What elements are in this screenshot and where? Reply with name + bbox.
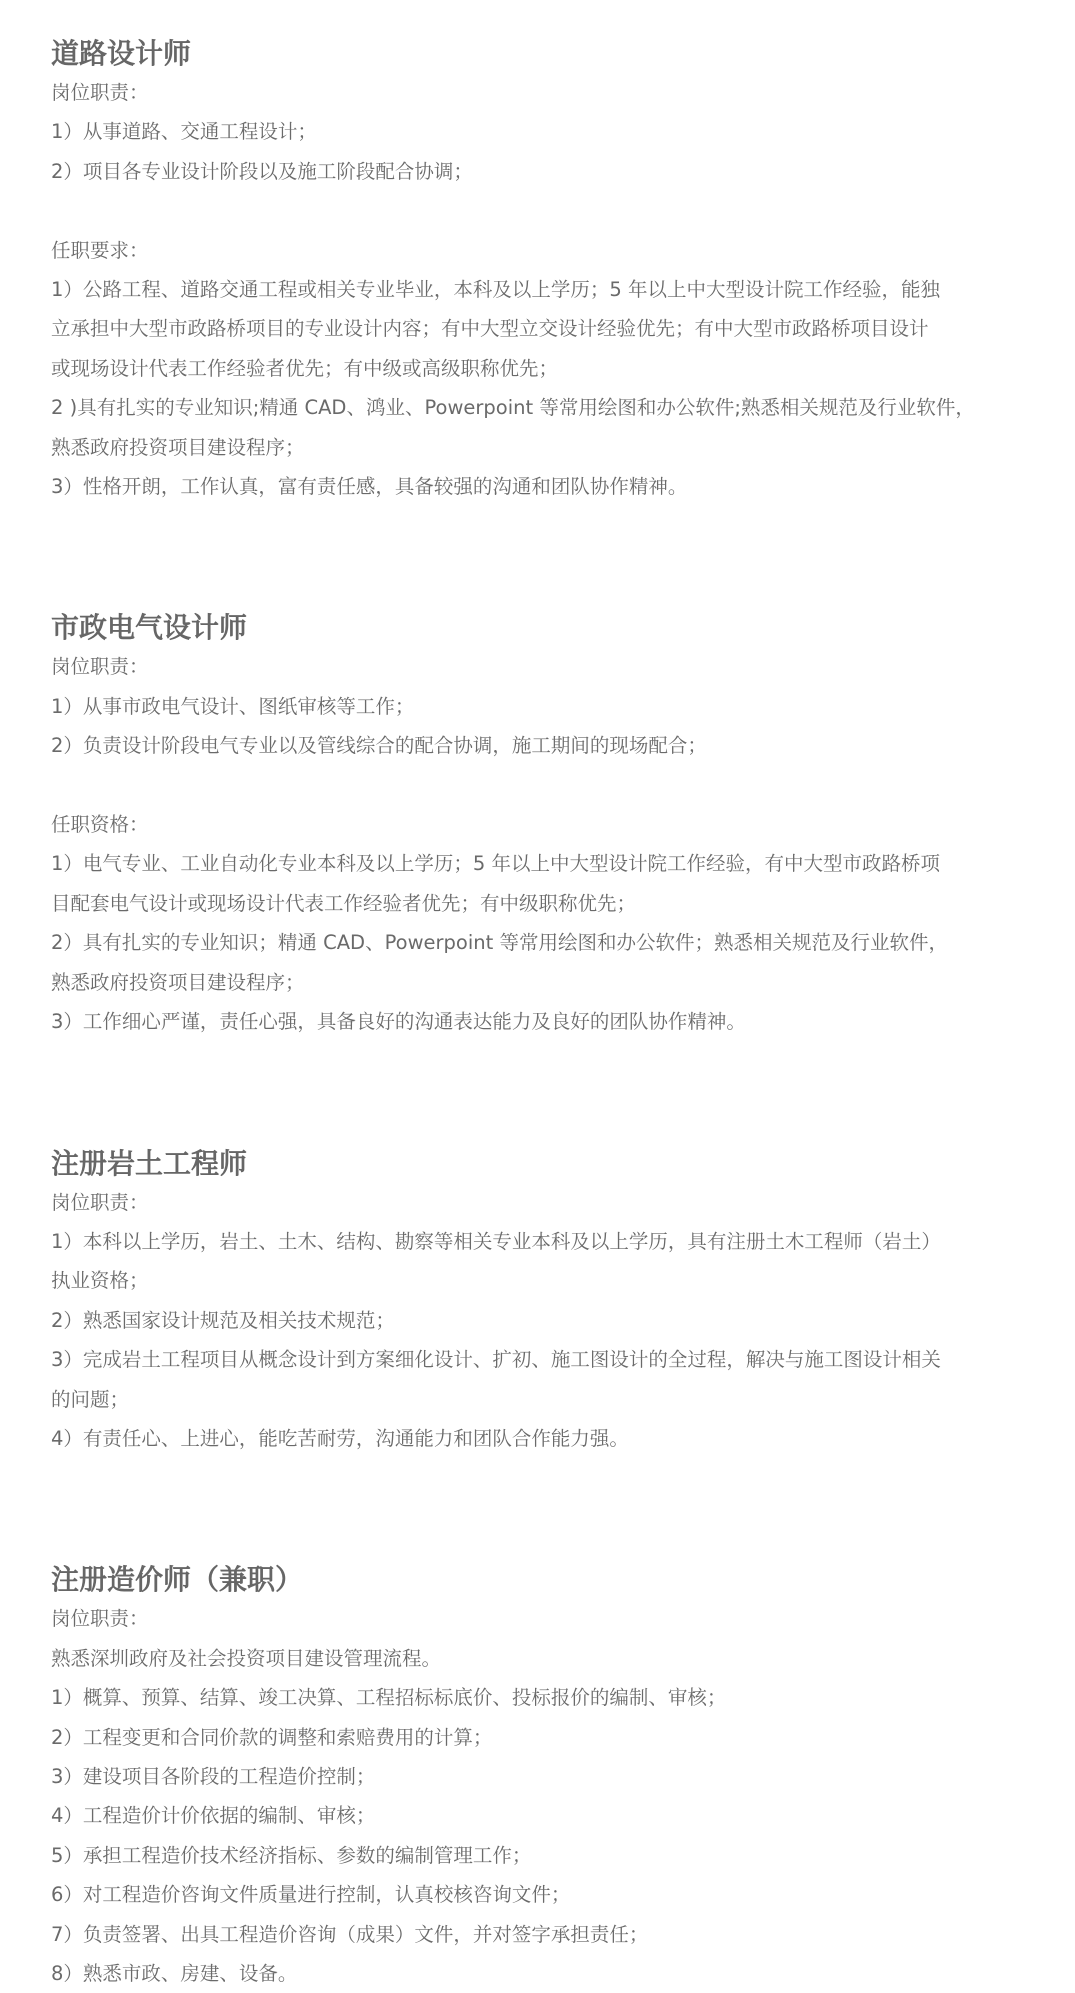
job-title: 注册岩土工程师	[51, 1146, 248, 1180]
description-line: 1）概算、预算、结算、竣工决算、工程招标标底价、投标报价的编制、审核；	[51, 1686, 727, 1710]
description-line: 熟悉政府投资项目建设程序；	[51, 970, 305, 994]
description-line: 任职资格：	[51, 813, 149, 837]
description-line: 2）工程变更和合同价款的调整和索赔费用的计算；	[51, 1725, 493, 1749]
description-line: 2）具有扎实的专业知识；精通 CAD、Powerpoint 等常用绘图和办公软件；熟悉相关规范及行业软件，	[51, 931, 948, 955]
section-gap	[51, 1042, 1041, 1145]
description-line: 执业资格；	[51, 1269, 149, 1293]
description-line: 熟悉深圳政府及社会投资项目建设管理流程。	[51, 1646, 442, 1670]
description-line: 5）承担工程造价技术经济指标、参数的编制管理工作；	[51, 1843, 532, 1867]
description-line: 4）工程造价计价依据的编制、审核；	[51, 1804, 376, 1828]
description-line: 1）电气专业、工业自动化专业本科及以上学历；5 年以上中大型设计院工作经验，有中大型市政路桥项	[51, 852, 941, 876]
blank-line	[51, 191, 1041, 230]
section-gap	[51, 506, 1041, 609]
description-line: 岗位职责：	[51, 1190, 149, 1214]
description-line: 目配套电气设计或现场设计代表工作经验者优先；有中级职称优先；	[51, 891, 637, 915]
section-gap	[51, 1458, 1041, 1561]
description-line: 的问题；	[51, 1387, 130, 1411]
job-listings	[51, 35, 1041, 1993]
description-line: 立承担中大型市政路桥项目的专业设计内容；有中大型立交设计经验优先；有中大型市政路桥项目设计	[51, 317, 929, 341]
description-line: 岗位职责：	[51, 1607, 149, 1631]
description-line: 1）从事道路、交通工程设计；	[51, 120, 317, 144]
description-line: 6）对工程造价咨询文件质量进行控制，认真校核咨询文件；	[51, 1883, 571, 1907]
description-line: 2）负责设计阶段电气专业以及管线综合的配合协调，施工期间的现场配合；	[51, 734, 707, 758]
description-line: 7）负责签署、出具工程造价咨询（成果）文件，并对签字承担责任；	[51, 1922, 649, 1946]
description-line: 或现场设计代表工作经验者优先；有中级或高级职称优先；	[51, 356, 559, 380]
description-line: 8）熟悉市政、房建、设备。	[51, 1962, 298, 1985]
job-section	[51, 1145, 1041, 1459]
description-line: 1）本科以上学历，岩土、土木、结构、勘察等相关专业本科及以上学历，具有注册土木工程师（岩土）	[51, 1229, 941, 1253]
description-line: 3）性格开朗，工作认真，富有责任感，具备较强的沟通和团队协作精神。	[51, 475, 688, 499]
description-line: 2）项目各专业设计阶段以及施工阶段配合协调；	[51, 159, 473, 183]
description-line: 2 )具有扎实的专业知识;精通 CAD、鸿业、Powerpoint 等常用绘图和办公软件;熟悉相关规范及行业软件，	[51, 396, 975, 420]
job-title: 市政电气设计师	[51, 611, 248, 645]
description-line: 熟悉政府投资项目建设程序；	[51, 435, 305, 459]
job-section	[51, 35, 1041, 506]
description-line: 岗位职责：	[51, 655, 149, 679]
description-line: 3）完成岩土工程项目从概念设计到方案细化设计、扩初、施工图设计的全过程，解决与施工图设计相关	[51, 1348, 941, 1372]
description-line: 3）建设项目各阶段的工程造价控制；	[51, 1764, 376, 1788]
job-title: 道路设计师	[51, 37, 192, 70]
blank-line	[51, 766, 1041, 805]
description-line: 4）有责任心、上进心，能吃苦耐劳，沟通能力和团队合作能力强。	[51, 1426, 629, 1450]
description-line: 岗位职责：	[51, 81, 149, 104]
description-line: 任职要求：	[51, 238, 149, 262]
job-section	[51, 1561, 1041, 1993]
description-line: 2）熟悉国家设计规范及相关技术规范；	[51, 1308, 395, 1332]
description-line: 1）从事市政电气设计、图纸审核等工作；	[51, 694, 415, 718]
job-section	[51, 609, 1041, 1041]
description-line: 1）公路工程、道路交通工程或相关专业毕业，本科及以上学历；5 年以上中大型设计院工作经验，能独	[51, 278, 941, 302]
job-title: 注册造价师（兼职）	[51, 1563, 304, 1597]
description-line: 3）工作细心严谨，责任心强，具备良好的沟通表达能力及良好的团队协作精神。	[51, 1010, 746, 1034]
